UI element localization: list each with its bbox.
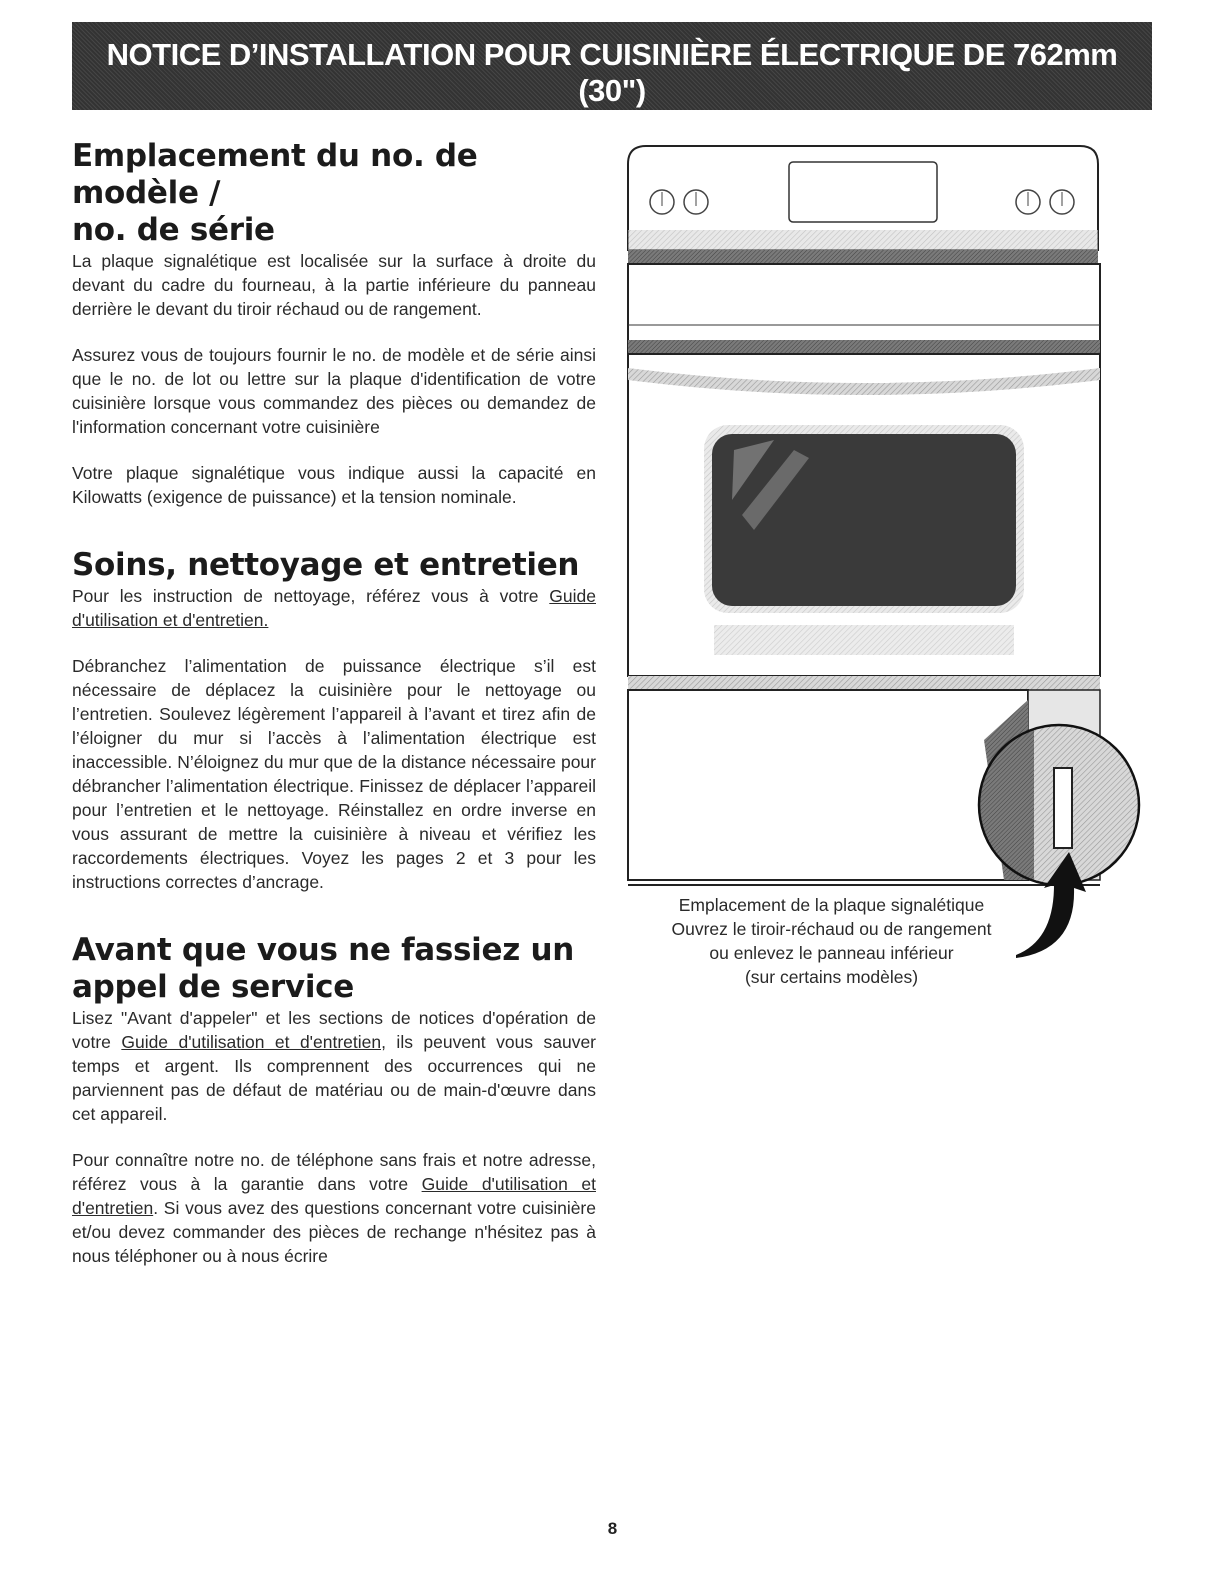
paragraph: La plaque signalétique est localisée sur la surface à droite du devant du cadre du fourneau, à la partie inférieure du panneau derrière le devant du tiroir réchaud ou de rangement.	[72, 251, 596, 319]
guide-link: Guide d'utilisation et d'entretien	[72, 1174, 596, 1218]
page-subtitle: (pour les systèmes 60 Hz à 4 fils)	[470, 112, 754, 132]
figure-caption: Emplacement de la plaque signalétique Ouvrez le tiroir-réchaud ou de rangement ou enlevez le panneau inférieur (sur certains modèles)	[671, 895, 992, 987]
oven-door	[628, 354, 1100, 676]
knob-icon	[1016, 190, 1040, 214]
knob-icon	[650, 190, 674, 214]
knob-icon	[1050, 190, 1074, 214]
main-text-column	[72, 138, 596, 1290]
guide-link: Guide d'utilisation et d'entretien,	[121, 1032, 386, 1052]
section-heading-service-call: Avant que vous ne fassiez un appel de service	[72, 932, 575, 1005]
cooktop-edge	[628, 250, 1098, 264]
paragraph: Pour connaître notre no. de téléphone sans frais et notre adresse, référez vous à la garantie dans votre Guide d'utilisation et d'entretien. Si vous avez des questions concernant votre cuisinière et/ou devez commander des pièces de rechange n'hésitez pas à nous téléphoner ou à nous écrire	[72, 1150, 596, 1266]
section-heading-care-cleaning: Soins, nettoyage et entretien	[72, 547, 580, 583]
paragraph: Débranchez l’alimentation de puissance électrique s’il est nécessaire de déplacez la cuisinière pour le nettoyage ou l’entretien. Soulevez légèrement l’appareil à l’avant et tirez afin de l’éloigner du mur si l’accès à l’alimentation électrique est inaccessible. N’éloignez du mur que de la distance nécessaire pour débrancher l’alimentation électrique. Finissez de déplacer l’appareil pour l’entretien et le nettoyage. Réinstallez en ordre inverse en vous assurant de mettre la cuisinière à niveau et vérifiez les raccordements électriques. Voyez les pages 2 et 3 pour les instructions correctes d’ancrage.	[72, 656, 596, 892]
paragraph: Assurez vous de toujours fournir le no. de modèle et de série ainsi que le no. de lot ou lettre sur la plaque d'identification de votre cuisinière lorsque vous commandez des pièces ou demandez de l'information concernant votre cuisinière	[72, 345, 596, 437]
paragraph: Votre plaque signalétique vous indique aussi la capacité en Kilowatts (exigence de puissance) et la tension nominale.	[72, 463, 596, 507]
guide-link: Guide d'utilisation et d'entretien.	[72, 586, 596, 630]
control-panel	[628, 146, 1098, 250]
section-heading-model-location: Emplacement du no. de modèle / no. de série	[72, 138, 478, 248]
range-illustration	[624, 140, 1144, 1000]
display-window	[789, 162, 937, 222]
page-number: 8	[607, 1519, 618, 1538]
page-title: NOTICE D’INSTALLATION POUR CUISINIÈRE ÉLECTRIQUE DE 762mm (30")	[106, 37, 1118, 108]
paragraph: Pour les instruction de nettoyage, référez vous à votre Guide d'utilisation et d'entretien.	[72, 586, 596, 630]
paragraph: Lisez "Avant d'appeler" et les sections de notices d'opération de votre Guide d'utilisation et d'entretien, ils peuvent vous sauver temps et argent. Ils comprennent des occurrences qui ne parviennent pas de défaut de matériau ou de main-d'œuvre dans cet appareil.	[72, 1008, 596, 1124]
knob-icon	[684, 190, 708, 214]
nameplate	[1054, 768, 1072, 848]
header-banner	[72, 22, 1152, 132]
